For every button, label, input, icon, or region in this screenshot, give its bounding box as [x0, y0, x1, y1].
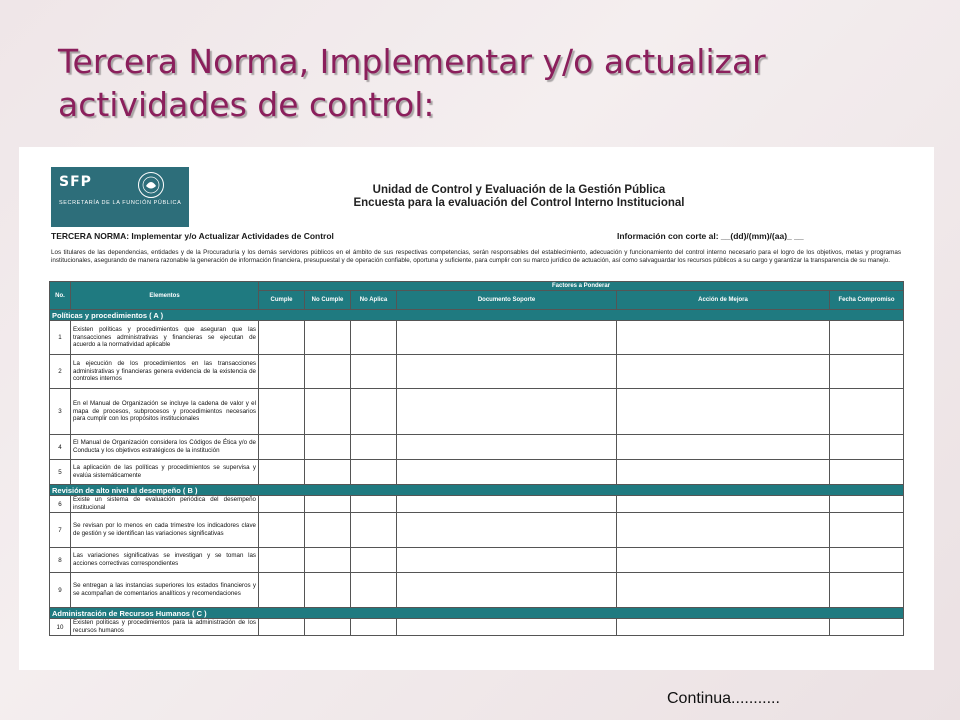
no-aplica-cell — [351, 389, 397, 435]
fecha-compromiso-cell — [830, 321, 904, 355]
no-aplica-cell — [351, 435, 397, 460]
fecha-compromiso-cell — [830, 548, 904, 573]
section-row — [50, 608, 904, 619]
table-row — [50, 435, 904, 460]
document-title — [219, 184, 819, 210]
documento-soporte-cell — [397, 460, 617, 485]
cumple-cell — [259, 355, 305, 389]
fecha-compromiso-cell — [830, 355, 904, 389]
no-cumple-cell — [305, 513, 351, 548]
header-no: No. — [50, 282, 71, 310]
row-number: 10 — [50, 619, 71, 636]
coat-of-arms-icon — [137, 171, 165, 199]
cumple-cell — [259, 460, 305, 485]
accion-mejora-cell — [617, 619, 830, 636]
row-number: 5 — [50, 460, 71, 485]
no-aplica-cell — [351, 496, 397, 513]
cumple-cell — [259, 321, 305, 355]
accion-mejora-cell — [617, 435, 830, 460]
table-row — [50, 355, 904, 389]
documento-soporte-cell — [397, 321, 617, 355]
sfp-logo — [51, 167, 189, 227]
row-element-text: En el Manual de Organización se incluye la cadena de valor y el mapa de procesos, subprocesos y procedimientos necesarios para cumplir con los propósitos institucionales — [71, 389, 259, 435]
row-number: 6 — [50, 496, 71, 513]
table-row — [50, 321, 904, 355]
accion-mejora-cell — [617, 573, 830, 608]
row-element-text: Se revisan por lo menos en cada trimestre los indicadores clave de gestión y se identifican las variaciones significativas — [71, 513, 259, 548]
header-factores: Factores a Ponderar — [259, 282, 904, 291]
documento-soporte-cell — [397, 435, 617, 460]
cumple-cell — [259, 389, 305, 435]
survey-table-body — [50, 310, 904, 636]
row-element-text: El Manual de Organización considera los Códigos de Ética y/o de Conducta y los objetivos estratégicos de la institución — [71, 435, 259, 460]
row-number: 4 — [50, 435, 71, 460]
section-title: Revisión de alto nivel al desempeño ( B ) — [50, 485, 904, 496]
fecha-compromiso-cell — [830, 619, 904, 636]
survey-document-image — [19, 147, 934, 670]
cumple-cell — [259, 548, 305, 573]
documento-soporte-cell — [397, 389, 617, 435]
accion-mejora-cell — [617, 355, 830, 389]
document-title-line2: Encuesta para la evaluación del Control Interno Institucional — [353, 197, 685, 209]
row-element-text: La ejecución de los procedimientos en las transacciones administrativas y financieras genera evidencia de la existencia de controles internos — [71, 355, 259, 389]
cumple-cell — [259, 496, 305, 513]
norma-heading: TERCERA NORMA: Implementar y/o Actualizar Actividades de Control — [51, 231, 334, 241]
fecha-compromiso-cell — [830, 389, 904, 435]
documento-soporte-cell — [397, 496, 617, 513]
document-title-line1: Unidad de Control y Evaluación de la Gestión Pública — [372, 184, 666, 196]
table-row — [50, 389, 904, 435]
header-documento: Documento Soporte — [397, 291, 617, 310]
header-no-aplica: No Aplica — [351, 291, 397, 310]
table-row — [50, 496, 904, 513]
intro-paragraph: Los titulares de las dependencias, entidades y de la Procuraduría y los demás servidores públicos en el ámbito de sus respectivas competencias, serán responsables del establecimiento, adecuación y funcionamiento del control interno necesario para el logro de los objetivos, metas y programas institucionales, asegurando de manera razonable la generación de información financiera, presupuestal y de operación confiable, oportuna y suficiente, para cumplir con su marco jurídico de actuación, así como salvaguardar los recursos públicos a su cargo y garantizar la transparencia de su manejo. — [51, 249, 901, 264]
accion-mejora-cell — [617, 460, 830, 485]
cumple-cell — [259, 573, 305, 608]
row-element-text: Existe un sistema de evaluación periódica del desempeño institucional — [71, 496, 259, 513]
table-row — [50, 573, 904, 608]
cumple-cell — [259, 513, 305, 548]
cutoff-date-label: Información con corte al: __(dd)/(mm)/(aa)_ __ — [617, 231, 804, 241]
documento-soporte-cell — [397, 548, 617, 573]
no-cumple-cell — [305, 573, 351, 608]
header-no-cumple: No Cumple — [305, 291, 351, 310]
no-cumple-cell — [305, 460, 351, 485]
no-cumple-cell — [305, 619, 351, 636]
slide-title: Tercera Norma, Implementar y/o actualizar actividades de control: — [58, 42, 766, 124]
header-accion: Acción de Mejora — [617, 291, 830, 310]
fecha-compromiso-cell — [830, 573, 904, 608]
row-element-text: La aplicación de las políticas y procedimientos se supervisa y evalúa sistemáticamente — [71, 460, 259, 485]
accion-mejora-cell — [617, 389, 830, 435]
row-number: 9 — [50, 573, 71, 608]
fecha-compromiso-cell — [830, 496, 904, 513]
cumple-cell — [259, 435, 305, 460]
fecha-compromiso-cell — [830, 435, 904, 460]
continue-label: Continua........... — [667, 690, 780, 707]
sfp-logo-subtitle: SECRETARÍA DE LA FUNCIÓN PÚBLICA — [59, 200, 182, 206]
no-cumple-cell — [305, 355, 351, 389]
documento-soporte-cell — [397, 513, 617, 548]
row-element-text: Existen políticas y procedimientos que aseguran que las transacciones administrativas y financieras se ejecutan de acuerdo a la normatividad aplicable — [71, 321, 259, 355]
no-cumple-cell — [305, 548, 351, 573]
no-cumple-cell — [305, 496, 351, 513]
documento-soporte-cell — [397, 619, 617, 636]
no-cumple-cell — [305, 321, 351, 355]
no-aplica-cell — [351, 619, 397, 636]
table-row — [50, 513, 904, 548]
no-aplica-cell — [351, 355, 397, 389]
row-number: 2 — [50, 355, 71, 389]
no-cumple-cell — [305, 389, 351, 435]
fecha-compromiso-cell — [830, 460, 904, 485]
no-aplica-cell — [351, 548, 397, 573]
no-aplica-cell — [351, 573, 397, 608]
table-row — [50, 619, 904, 636]
section-row — [50, 485, 904, 496]
row-element-text: Existen políticas y procedimientos para la administración de los recursos humanos — [71, 619, 259, 636]
row-element-text: Las variaciones significativas se investigan y se toman las acciones correctivas correspondientes — [71, 548, 259, 573]
header-cumple: Cumple — [259, 291, 305, 310]
table-row — [50, 548, 904, 573]
row-number: 8 — [50, 548, 71, 573]
row-number: 7 — [50, 513, 71, 548]
fecha-compromiso-cell — [830, 513, 904, 548]
section-row — [50, 310, 904, 321]
no-aplica-cell — [351, 513, 397, 548]
no-cumple-cell — [305, 435, 351, 460]
no-aplica-cell — [351, 321, 397, 355]
row-element-text: Se entregan a las instancias superiores los estados financieros y se acompañan de comentarios analíticos y recomendaciones — [71, 573, 259, 608]
section-title: Políticas y procedimientos ( A ) — [50, 310, 904, 321]
header-fecha: Fecha Compromiso — [830, 291, 904, 310]
sfp-logo-text: SFP — [59, 174, 92, 190]
section-title: Administración de Recursos Humanos ( C ) — [50, 608, 904, 619]
accion-mejora-cell — [617, 513, 830, 548]
row-number: 1 — [50, 321, 71, 355]
table-row — [50, 460, 904, 485]
survey-table — [49, 281, 904, 636]
accion-mejora-cell — [617, 496, 830, 513]
accion-mejora-cell — [617, 321, 830, 355]
header-elementos: Elementos — [71, 282, 259, 310]
cumple-cell — [259, 619, 305, 636]
documento-soporte-cell — [397, 355, 617, 389]
accion-mejora-cell — [617, 548, 830, 573]
row-number: 3 — [50, 389, 71, 435]
documento-soporte-cell — [397, 573, 617, 608]
no-aplica-cell — [351, 460, 397, 485]
